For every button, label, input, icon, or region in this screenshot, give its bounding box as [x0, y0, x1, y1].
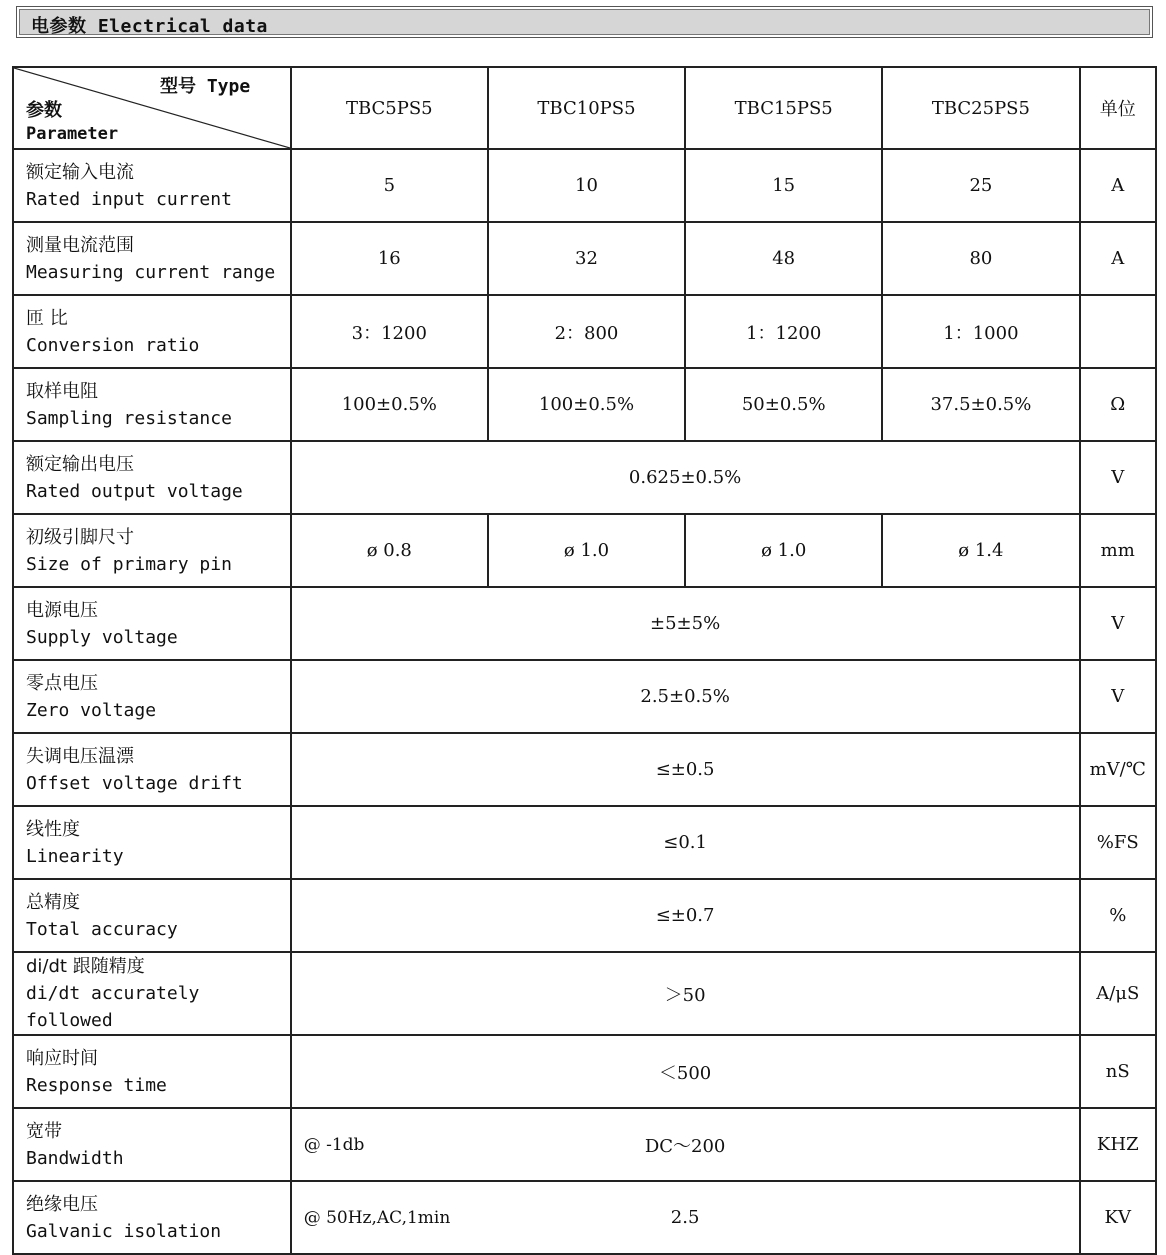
section-title-bar	[16, 6, 1153, 38]
param-zh: 电源电压	[26, 599, 98, 621]
param-zh: 零点电压	[26, 672, 98, 694]
param-en: Conversion ratio	[26, 334, 200, 356]
parameter-label-en: Parameter	[26, 124, 119, 144]
unit-cell: Ω	[1080, 368, 1157, 441]
value-cell: 37.5±0.5%	[882, 368, 1079, 441]
param-zh: 测量电流范围	[26, 234, 134, 256]
unit-cell: %FS	[1080, 806, 1157, 879]
param-en: Rated input current	[26, 188, 232, 210]
param-zh: 失调电压温漂	[26, 745, 134, 767]
value-cell: ø 1.0	[488, 514, 685, 587]
param-cell	[13, 514, 291, 587]
electrical-data-table	[12, 66, 1157, 1255]
param-en: Offset voltage drift	[26, 772, 243, 794]
unit-cell: mV/℃	[1080, 733, 1157, 806]
table-row	[13, 1181, 1156, 1254]
table-row	[13, 879, 1156, 952]
value-cell: 100±0.5%	[291, 368, 488, 441]
value-cell: 2：800	[488, 295, 685, 368]
param-en: Supply voltage	[26, 626, 178, 648]
param-cell	[13, 1181, 291, 1254]
value-cell: ø 1.4	[882, 514, 1079, 587]
model-header-1: TBC5PS5	[291, 67, 488, 149]
parameter-label-zh: 参数	[26, 100, 62, 121]
table-row	[13, 587, 1156, 660]
param-cell	[13, 441, 291, 514]
param-cell	[13, 1035, 291, 1108]
param-zh: 响应时间	[26, 1047, 98, 1069]
value-cell: 100±0.5%	[488, 368, 685, 441]
value-cell: ø 0.8	[291, 514, 488, 587]
table-row	[13, 368, 1156, 441]
param-zh: 取样电阻	[26, 380, 98, 402]
value-cell: ＞50	[291, 952, 1080, 1035]
value-text: 2.5	[670, 1207, 700, 1228]
value-cell: 48	[685, 222, 882, 295]
param-cell	[13, 660, 291, 733]
value-text: DC～200	[644, 1135, 726, 1157]
value-cell: 50±0.5%	[685, 368, 882, 441]
table-row	[13, 952, 1156, 1035]
param-cell	[13, 806, 291, 879]
param-cell	[13, 952, 291, 1035]
value-cell: 80	[882, 222, 1079, 295]
param-en: Size of primary pin	[26, 553, 232, 575]
model-header-3: TBC15PS5	[685, 67, 882, 149]
unit-cell: V	[1080, 587, 1157, 660]
header-row	[13, 67, 1156, 149]
value-cell: ≤0.1	[291, 806, 1080, 879]
param-zh: 初级引脚尺寸	[26, 526, 134, 548]
unit-cell	[1080, 295, 1157, 368]
param-zh: 额定输入电流	[26, 161, 134, 183]
param-cell	[13, 368, 291, 441]
value-cell: 16	[291, 222, 488, 295]
value-cell: ±5±5%	[291, 587, 1080, 660]
test-condition: @ -1db	[303, 1134, 365, 1155]
param-en: di/dt accurately followed	[26, 983, 200, 1031]
param-cell	[13, 879, 291, 952]
unit-cell: KV	[1080, 1181, 1157, 1254]
value-cell: 32	[488, 222, 685, 295]
unit-cell: A	[1080, 149, 1157, 222]
param-zh: 额定输出电压	[26, 453, 134, 475]
unit-cell: nS	[1080, 1035, 1157, 1108]
param-en: Rated output voltage	[26, 480, 243, 502]
model-header-4: TBC25PS5	[882, 67, 1079, 149]
type-label: 型号 Type	[160, 76, 251, 97]
value-cell: 1：1200	[685, 295, 882, 368]
param-cell	[13, 587, 291, 660]
param-cell	[13, 295, 291, 368]
param-en: Response time	[26, 1074, 167, 1096]
unit-cell: A/μS	[1080, 952, 1157, 1035]
param-zh: 匝 比	[26, 307, 68, 329]
value-cell: 0.625±0.5%	[291, 441, 1080, 514]
value-cell: 25	[882, 149, 1079, 222]
param-cell	[13, 222, 291, 295]
unit-cell: V	[1080, 441, 1157, 514]
value-cell: ø 1.0	[685, 514, 882, 587]
table-row	[13, 1108, 1156, 1181]
unit-cell: A	[1080, 222, 1157, 295]
value-cell: ≤±0.5	[291, 733, 1080, 806]
value-cell: 15	[685, 149, 882, 222]
unit-cell: %	[1080, 879, 1157, 952]
model-header-2: TBC10PS5	[488, 67, 685, 149]
param-cell	[13, 1108, 291, 1181]
table-row	[13, 441, 1156, 514]
param-zh: di/dt 跟随精度	[26, 956, 145, 977]
table-row	[13, 222, 1156, 295]
param-zh: 绝缘电压	[26, 1193, 98, 1215]
unit-header: 单位	[1080, 67, 1157, 149]
param-cell	[13, 733, 291, 806]
section-title: 电参数 Electrical data	[31, 16, 268, 37]
param-en: Zero voltage	[26, 699, 157, 721]
value-cell: 10	[488, 149, 685, 222]
param-en: Measuring current range	[26, 261, 276, 283]
unit-cell: mm	[1080, 514, 1157, 587]
unit-cell: V	[1080, 660, 1157, 733]
param-en: Galvanic isolation	[26, 1220, 222, 1242]
value-cell: ≤±0.7	[291, 879, 1080, 952]
table-row	[13, 1035, 1156, 1108]
table-row	[13, 733, 1156, 806]
param-cell	[13, 149, 291, 222]
param-zh: 宽带	[26, 1120, 62, 1142]
header-corner-cell	[13, 67, 291, 149]
value-cell: 5	[291, 149, 488, 222]
value-cell: 2.5±0.5%	[291, 660, 1080, 733]
table-row	[13, 149, 1156, 222]
value-cell	[291, 1181, 1080, 1254]
param-zh: 线性度	[26, 818, 80, 840]
table-row	[13, 660, 1156, 733]
table-row	[13, 806, 1156, 879]
table-row	[13, 295, 1156, 368]
unit-cell: KHZ	[1080, 1108, 1157, 1181]
param-zh: 总精度	[26, 891, 80, 913]
param-en: Total accuracy	[26, 918, 178, 940]
param-en: Sampling resistance	[26, 407, 232, 429]
value-cell: ＜500	[291, 1035, 1080, 1108]
value-cell: 1：1000	[882, 295, 1079, 368]
test-condition: @ 50Hz,AC,1min	[303, 1207, 451, 1228]
param-en: Bandwidth	[26, 1147, 124, 1169]
table-row	[13, 514, 1156, 587]
param-en: Linearity	[26, 845, 124, 867]
value-cell: 3：1200	[291, 295, 488, 368]
value-cell	[291, 1108, 1080, 1181]
